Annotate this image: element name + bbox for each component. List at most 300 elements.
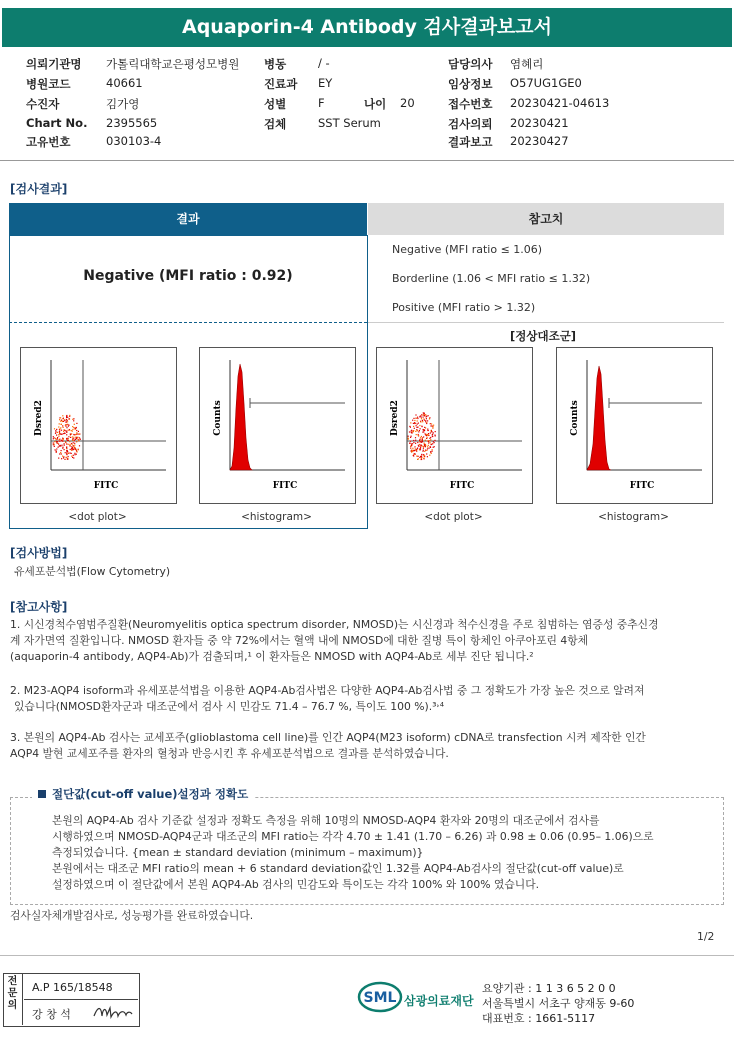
specialist-label-text: 전문의 [7,976,18,1011]
scatter-dot [78,431,79,432]
info-value: 20230427 [510,134,569,148]
specialist-name: 강 창 석 [32,1008,71,1021]
scatter-dot [58,447,59,448]
scatter-dot [69,441,70,442]
scatter-dot [72,440,73,441]
scatter-dot [423,458,424,459]
scatter-dot [63,457,64,458]
control-histogram [556,347,713,504]
dot-plot-ylabel: Dsred2 [390,400,400,436]
scatter-dot [429,442,430,443]
report-title: Aquaporin-4 Antibody 검사결과보고서 [2,8,732,47]
scatter-dot [425,450,426,451]
info-value: 20230421-04613 [510,96,610,110]
scatter-dot [421,417,422,418]
scatter-dot [421,426,422,427]
scatter-dot [424,445,425,446]
scatter-dot [422,451,423,452]
scatter-dot [61,430,62,431]
scatter-dot [69,445,70,446]
scatter-dot [427,456,428,457]
scatter-dot [74,440,75,441]
scatter-dot [76,437,77,438]
result-divider [9,322,367,323]
info-item: 접수번호 [448,97,493,111]
scatter-dot [429,418,430,419]
scatter-dot [421,414,422,415]
scatter-dot [417,424,418,425]
note-line: 1. 시신경척수염범주질환(Neuromyelitis optica spectrum disorder, NMOSD)는 시신경과 척수신경을 주로 침범하는 염증성 중추신경 [10,618,659,631]
info-value: 030103-4 [106,134,162,148]
validation-note: 검사실자체개발검사로, 성능평가를 완료하였습니다. [10,909,254,922]
scatter-dot [59,446,60,447]
scatter-dot [408,439,409,440]
scatter-dot [420,448,421,449]
scatter-dot [431,453,432,454]
scatter-dot [76,430,77,431]
reference-positive: Positive (MFI ratio > 1.32) [392,301,536,314]
age-label: 나이 [364,97,387,111]
scatter-dot [418,456,419,457]
scatter-dot [57,438,58,439]
scatter-dot [421,458,422,459]
scatter-dot [68,453,69,454]
scatter-dot [432,443,433,444]
scatter-dot [425,446,426,447]
scatter-dot [67,440,68,441]
scatter-dot [68,444,69,445]
scatter-dot [413,418,414,419]
info-item: 검사의뢰 [448,117,493,131]
scatter-dot [423,448,424,449]
scatter-dot [55,433,56,434]
scatter-dot [418,445,419,446]
scatter-dot [423,455,424,456]
scatter-dot [55,449,56,450]
scatter-dot [59,419,60,420]
scatter-dot [424,427,425,428]
scatter-dot [72,444,73,445]
scatter-dot [74,453,75,454]
scatter-dot [420,441,421,442]
scatter-dot [65,425,66,426]
scatter-dot [431,431,432,432]
scatter-dot [424,451,425,452]
scatter-dot [423,454,424,455]
scatter-dot [66,434,67,435]
scatter-dot [434,442,435,443]
scatter-dot [60,417,61,418]
scatter-dot [74,454,75,455]
scatter-dot [435,431,436,432]
info-item: 담당의사 [448,57,493,71]
scatter-dot [432,428,433,429]
scatter-dot [419,441,420,442]
info-value: O57UG1GE0 [510,76,582,90]
scatter-dot [73,427,74,428]
scatter-dot [410,448,411,449]
scatter-dot [422,439,423,440]
specialist-label [3,973,23,1025]
normal-control-label: [정상대조군] [510,329,577,343]
control-dot-plot [376,347,533,504]
info-value: 염혜리 [510,57,544,71]
scatter-dot [416,451,417,452]
scatter-dot [73,446,74,447]
info-item: 수진자 [26,97,60,111]
scatter-dot [64,459,65,460]
scatter-dot [426,450,427,451]
scatter-dot [64,449,65,450]
scatter-dot [73,437,74,438]
cutoff-line: 본원의 AQP4-Ab 검사 기준값 설정과 정확도 측정을 위해 10명의 NMOSD-AQP4 환자와 20명의 대조군에서 검사를 [52,814,600,827]
scatter-dot [70,437,71,438]
scatter-dot [417,448,418,449]
scatter-dot [433,432,434,433]
scatter-dot [53,444,54,445]
scatter-dot [76,454,77,455]
dot-plot-caption: <dot plot> [424,511,483,523]
scatter-dot [63,431,64,432]
scatter-dot [63,421,64,422]
scatter-dot [425,421,426,422]
scatter-dot [417,442,418,443]
scatter-dot [413,455,414,456]
scatter-dot [62,421,63,422]
info-value: 2395565 [106,116,158,130]
scatter-dot [77,451,78,452]
dot-plot-ylabel: Dsred2 [34,400,44,436]
scatter-dot [410,446,411,447]
signature-icon [92,1002,134,1022]
specialist-box-divider [24,999,138,1000]
scatter-dot [425,414,426,415]
footer-line: 대표번호 : 1661-5117 [482,1012,596,1025]
scatter-dot [62,434,63,435]
scatter-dot [420,437,421,438]
scatter-dot [55,438,56,439]
histogram-caption: <histogram> [598,511,669,523]
cutoff-line: 본원에서는 대조군 MFI ratio의 mean + 6 standard deviation값인 1.32를 AQP4-Ab검사의 절단값(cut-off value)로 [52,862,624,875]
cutoff-line: 시행하였으며 NMOSD-AQP4군과 대조군의 MFI ratio는 각각 4.70 ± 1.41 (1.70 – 6.26) 과 0.98 ± 0.06 (0.95– 1.06)으로 [52,830,654,843]
info-value: 김가영 [106,97,140,111]
scatter-dot [410,441,411,442]
scatter-dot [429,455,430,456]
scatter-dot [420,421,421,422]
histogram-peak [587,366,611,470]
scatter-dot [419,444,420,445]
scatter-dot [411,431,412,432]
scatter-dot [430,432,431,433]
scatter-dot [421,418,422,419]
scatter-dot [62,415,63,416]
histogram-xlabel: FITC [272,481,298,491]
note-line: AQP4 발현 교세포주를 환자의 혈청과 반응시킨 후 유세포분석법으로 결과를 분석하였습니다. [10,747,449,760]
scatter-dot [415,414,416,415]
scatter-dot [433,447,434,448]
scatter-dot [56,429,57,430]
scatter-dot [409,431,410,432]
scatter-dot [68,430,69,431]
scatter-dot [416,434,417,435]
histogram-graphic [557,348,712,503]
scatter-dot [58,426,59,427]
scatter-dot [54,441,55,442]
scatter-dot [422,414,423,415]
scatter-dot [430,446,431,447]
dot-plot-caption: <dot plot> [68,511,127,523]
scatter-dot [71,450,72,451]
scatter-dot [79,445,80,446]
note-line: 계 자가면역 질환입니다. NMOSD 환자들 중 약 72%에서는 혈액 내에 NMOSD에 대한 질병 특이 항체인 아쿠아포린 4항체 [10,634,589,647]
scatter-dot [420,447,421,448]
scatter-dot [423,418,424,419]
scatter-dot [420,449,421,450]
scatter-dot [59,453,60,454]
scatter-dot [74,443,75,444]
scatter-dot [414,420,415,421]
scatter-dot [60,424,61,425]
scatter-dot [72,419,73,420]
scatter-dot [56,452,57,453]
scatter-dot [56,450,57,451]
scatter-dot [65,452,66,453]
info-item: 진료과 [264,77,298,91]
scatter-dot [424,430,425,431]
scatter-dot [423,413,424,414]
scatter-dot [415,440,416,441]
scatter-dot [432,449,433,450]
scatter-dot [66,415,67,416]
scatter-dot [63,456,64,457]
scatter-dot [66,432,67,433]
scatter-dot [430,425,431,426]
scatter-dot [73,420,74,421]
scatter-dot [69,452,70,453]
scatter-dot [413,442,414,443]
scatter-dot [56,442,57,443]
info-item: Chart No. [26,116,88,130]
scatter-dot [69,444,70,445]
scatter-dot [411,436,412,437]
scatter-dot [59,423,60,424]
scatter-dot [424,420,425,421]
info-value: 40661 [106,76,143,90]
scatter-dot [73,442,74,443]
scatter-dot [67,458,68,459]
scatter-dot [424,443,425,444]
scatter-dot [427,437,428,438]
result-section-title: [검사결과] [10,182,68,196]
scatter-dot [58,458,59,459]
scatter-dot [432,426,433,427]
scatter-dot [54,437,55,438]
notes-section-title: [참고사항] [10,600,68,614]
scatter-dot [53,436,54,437]
scatter-dot [60,446,61,447]
scatter-dot [410,422,411,423]
scatter-dot [409,443,410,444]
scatter-dot [419,430,420,431]
info-value: F [318,96,325,110]
patient-histogram [199,347,356,504]
scatter-dot [413,450,414,451]
scatter-dot [67,417,68,418]
info-item: 병동 [264,57,287,71]
scatter-dot [412,443,413,444]
scatter-dot [68,426,69,427]
scatter-dot [411,433,412,434]
scatter-dot [424,415,425,416]
scatter-dot [62,425,63,426]
scatter-dot [70,434,71,435]
scatter-dot [69,415,70,416]
scatter-dot [410,437,411,438]
scatter-dot [426,416,427,417]
scatter-dot [423,430,424,431]
cutoff-title [32,786,254,802]
info-item: 성별 [264,97,287,111]
scatter-dot [409,426,410,427]
method-section-title: [검사방법] [10,546,68,560]
scatter-dot [425,420,426,421]
scatter-dot [56,441,57,442]
scatter-dot [75,434,76,435]
scatter-dot [428,430,429,431]
scatter-dot [72,429,73,430]
scatter-dot [66,447,67,448]
scatter-dot [434,440,435,441]
info-item: 의뢰기관명 [26,57,82,71]
scatter-dot [418,458,419,459]
scatter-dot [73,455,74,456]
result-value: Negative (MFI ratio : 0.92) [83,268,293,284]
page-number: 1/2 [697,930,715,943]
scatter-dot [422,421,423,422]
scatter-dot [422,446,423,447]
scatter-dot [431,444,432,445]
scatter-dot [53,442,54,443]
footer-divider [0,955,734,956]
scatter-dot [61,434,62,435]
scatter-dot [418,431,419,432]
scatter-dot [416,425,417,426]
scatter-dot [433,425,434,426]
organization-name: 삼광의료재단 [404,994,474,1008]
scatter-dot [71,456,72,457]
scatter-dot [413,440,414,441]
scatter-dot [432,436,433,437]
scatter-dot [71,430,72,431]
scatter-dot [67,450,68,451]
scatter-dot [419,425,420,426]
scatter-dot [64,430,65,431]
scatter-dot [78,440,79,441]
info-item: 검체 [264,117,287,131]
scatter-dot [76,432,77,433]
scatter-dot [425,440,426,441]
scatter-dot [74,449,75,450]
reference-divider [368,322,724,323]
scatter-dot [73,434,74,435]
reference-borderline: Borderline (1.06 < MFI ratio ≤ 1.32) [392,272,591,285]
scatter-dot [59,433,60,434]
info-value: SST Serum [318,116,381,130]
scatter-dot [72,426,73,427]
scatter-dot [77,438,78,439]
scatter-dot [66,443,67,444]
scatter-dot [72,431,73,432]
scatter-dot [429,417,430,418]
dot-cluster [408,412,436,460]
info-item: 병원코드 [26,77,71,91]
scatter-dot [58,444,59,445]
histogram-graphic [200,348,355,503]
scatter-dot [62,447,63,448]
reference-header: 참고치 [368,203,724,235]
scatter-dot [54,446,55,447]
scatter-dot [420,428,421,429]
scatter-dot [63,433,64,434]
scatter-dot [412,448,413,449]
scatter-dot [421,436,422,437]
scatter-dot [422,420,423,421]
scatter-dot [64,420,65,421]
scatter-dot [66,451,67,452]
scatter-dot [428,445,429,446]
note-line: 있습니다(NMOSD환자군과 대조군에서 검사 시 민감도 71.4 – 76.7 %, 특이도 100 %).³˒⁴ [14,700,445,713]
patient-dot-plot [20,347,177,504]
scatter-dot [72,436,73,437]
scatter-dot [423,436,424,437]
scatter-dot [415,431,416,432]
scatter-dot [59,440,60,441]
reference-negative: Negative (MFI ratio ≤ 1.06) [392,243,543,256]
scatter-dot [411,451,412,452]
scatter-dot [67,421,68,422]
scatter-dot [420,415,421,416]
note-line: (aquaporin-4 antibody, AQP4-Ab)가 검출되며,¹ 이 환자들은 NMOSD with AQP4-Ab로 세부 진단 됩니다.² [10,650,534,663]
dot-cluster [53,415,81,460]
scatter-dot [427,440,428,441]
note-line: 3. 본원의 AQP4-Ab 검사는 교세포주(glioblastoma cell line)를 인간 AQP4(M23 isoform) cDNA로 transfection 시켜 제작한 인간 [10,731,646,744]
scatter-dot [418,446,419,447]
scatter-dot [79,434,80,435]
scatter-dot [67,424,68,425]
scatter-dot [428,415,429,416]
scatter-dot [73,438,74,439]
scatter-dot [430,452,431,453]
scatter-dot [428,448,429,449]
scatter-dot [431,423,432,424]
scatter-dot [61,453,62,454]
scatter-dot [64,433,65,434]
info-value: 가톨릭대학교은평성모병원 [106,57,240,71]
scatter-dot [55,430,56,431]
scatter-dot [427,420,428,421]
scatter-dot [61,458,62,459]
scatter-dot [59,431,60,432]
scatter-dot [428,442,429,443]
scatter-dot [420,445,421,446]
dot-plot-graphic [377,348,532,503]
info-item: 결과보고 [448,135,493,149]
sml-logo-text: SML [363,990,397,1006]
scatter-dot [67,420,68,421]
scatter-dot [74,445,75,446]
scatter-dot [427,448,428,449]
histogram-xlabel: FITC [629,481,655,491]
